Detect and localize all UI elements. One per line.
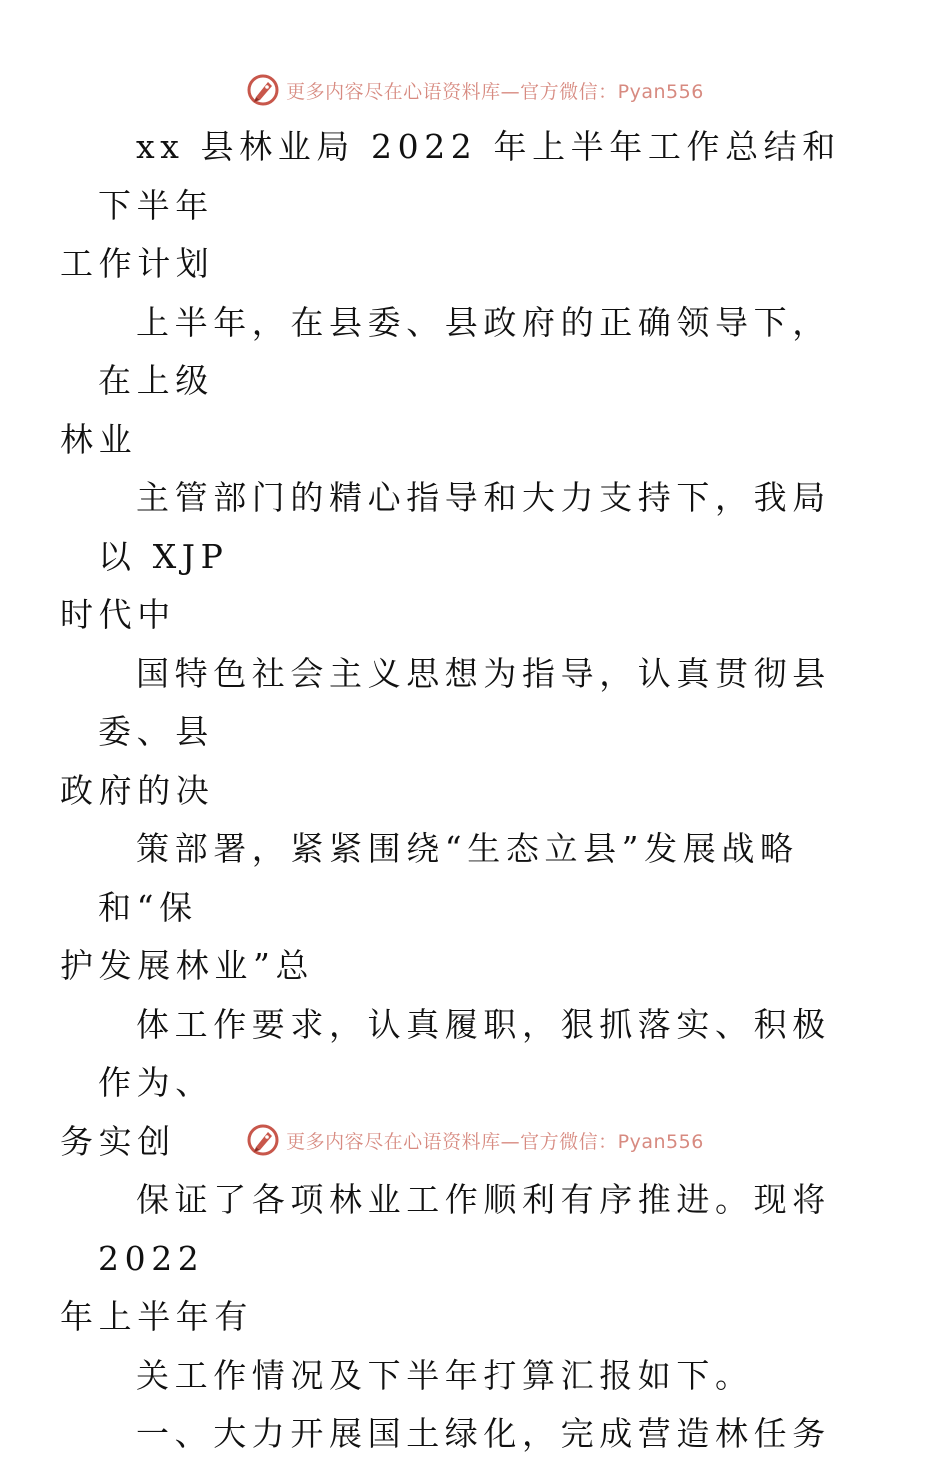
text-line: 年上半年有: [60, 1297, 253, 1336]
pen-nib-logo-icon: [246, 1123, 280, 1157]
text-line: 时代中: [60, 595, 176, 634]
paragraph: [60, 294, 858, 470]
text-line: 体工作要求，认真履职，狠抓落实、积极作为、: [98, 1004, 831, 1102]
document-body: [60, 118, 858, 1464]
text-line: 上半年，在县委、县政府的正确领导下，在上级: [98, 302, 831, 400]
text-line: 林业: [60, 419, 138, 459]
text-line: 一、大力开展国土绿化，完成营造林任务: [136, 1414, 831, 1453]
text-line: 策部署，紧紧围绕“生态立县”发展战略和“保: [98, 829, 799, 927]
text-line: 工作计划: [60, 244, 215, 283]
paragraph: [98, 1347, 858, 1406]
text-line: 护发展林业”总: [60, 946, 315, 985]
paragraph-title: [60, 118, 858, 294]
section-heading: [98, 1405, 858, 1464]
text-line: 国特色社会主义思想为指导，认真贯彻县委、县: [98, 653, 831, 751]
footer-watermark: [0, 1120, 950, 1160]
paragraph: [60, 820, 858, 996]
text-line: 务实创: [60, 1121, 176, 1161]
paragraph: [60, 645, 858, 821]
text-line: 关工作情况及下半年打算汇报如下。: [136, 1355, 754, 1395]
text-line: 政府的决: [60, 770, 215, 810]
paragraph: [60, 469, 858, 645]
text-line: xx 县林业局 2022 年上半年工作总结和下半年: [98, 127, 841, 225]
watermark-text: 更多内容尽在心语资料库—官方微信：Pyan556: [286, 1130, 704, 1153]
pen-nib-logo-icon: [246, 73, 280, 107]
header-watermark: [0, 70, 950, 110]
watermark-text: 更多内容尽在心语资料库—官方微信：Pyan556: [286, 80, 704, 103]
text-line: 保证了各项林业工作顺利有序推进。现将 2022: [98, 1180, 831, 1278]
text-line: 主管部门的精心指导和大力支持下，我局以 XJP: [98, 478, 831, 576]
paragraph: [60, 1171, 858, 1347]
